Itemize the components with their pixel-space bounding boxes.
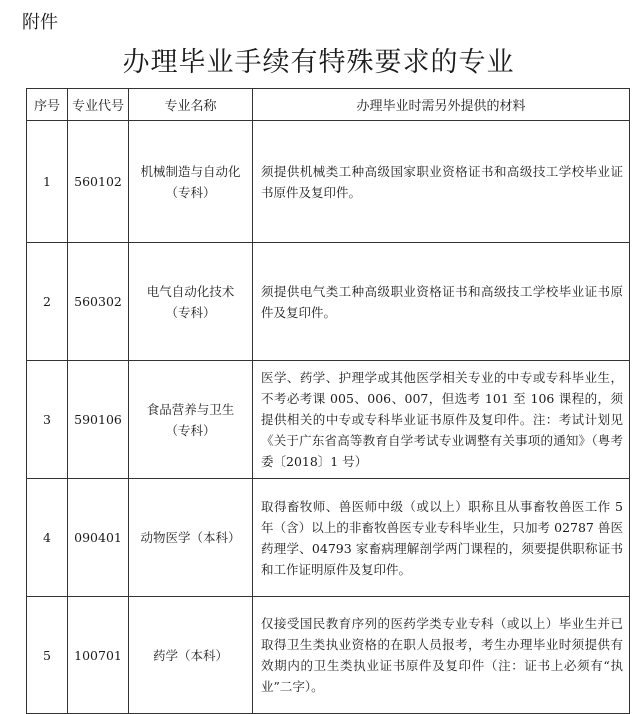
row-index: 3: [27, 361, 68, 479]
row-level: （专科）: [165, 184, 216, 200]
document-title: 办理毕业手续有特殊要求的专业: [122, 47, 515, 78]
row-materials: 须提供机械类工种高级国家职业资格证书和高级技工学校毕业证书原件及复印件。: [253, 121, 630, 243]
table-row: [27, 121, 630, 243]
row-materials: 须提供电气类工种高级职业资格证书和高级技工学校毕业证书原件及复印件。: [253, 243, 630, 361]
table-row: [27, 243, 630, 361]
majors-table: [26, 88, 630, 714]
row-level: （专科）: [165, 304, 216, 320]
header-index: 序号: [27, 89, 68, 121]
row-index: 5: [27, 597, 68, 714]
row-name-cell: [129, 597, 253, 714]
row-materials: 取得畜牧师、兽医师中级（或以上）职称且从事畜牧兽医工作 5 年（含）以上的非畜牧兽医专业专科毕业生，只加考 02787 兽医药理学、04793 家畜病理解剖学两门课程的，须要提供职称证书和工作证明原件及复印件。: [253, 479, 630, 597]
row-materials: 医学、药学、护理学或其他医学相关专业的中专或专科毕业生，不考必考课 005、006、007，但选考 101 至 106 课程的，须提供相关的中专或专科毕业证书原件及复印件。注：考试计划见《关于广东省高等教育自学考试专业调整有关事项的通知》（粤考委〔2018〕1 号）: [253, 361, 630, 479]
row-code: 560102: [68, 121, 129, 243]
attachment-label: 附件: [22, 12, 58, 33]
row-name-cell: [129, 121, 253, 243]
row-name: 动物医学（本科）: [140, 530, 241, 545]
header-name: 专业名称: [129, 89, 253, 121]
row-code: 560302: [68, 243, 129, 361]
table-row: [27, 597, 630, 714]
row-name: 药学（本科）: [152, 647, 228, 663]
row-code: 100701: [68, 597, 129, 714]
row-code: 090401: [68, 479, 129, 597]
row-index: 1: [27, 121, 68, 243]
table-row: [27, 479, 630, 597]
table-row: [27, 361, 630, 479]
row-materials: 仅接受国民教育序列的医药学类专业专科（或以上）毕业生并已取得卫生类执业资格的在职人员报考，考生办理毕业时须提供有效期内的卫生类执业证书原件及复印件（注：证书上必须有“执业”二字）。: [253, 597, 630, 714]
row-name: 食品营养与卫生: [146, 401, 235, 417]
row-index: 4: [27, 479, 68, 597]
header-materials: 办理毕业时需另外提供的材料: [253, 89, 630, 121]
row-name: 机械制造与自动化: [140, 163, 241, 179]
row-level: （专科）: [165, 422, 216, 438]
row-name-cell: [129, 479, 253, 597]
row-name: 电气自动化技术: [146, 283, 235, 299]
row-index: 2: [27, 243, 68, 361]
row-name-cell: [129, 361, 253, 479]
table-header-row: [27, 89, 630, 121]
header-code: 专业代号: [68, 89, 129, 121]
row-code: 590106: [68, 361, 129, 479]
row-name-cell: [129, 243, 253, 361]
